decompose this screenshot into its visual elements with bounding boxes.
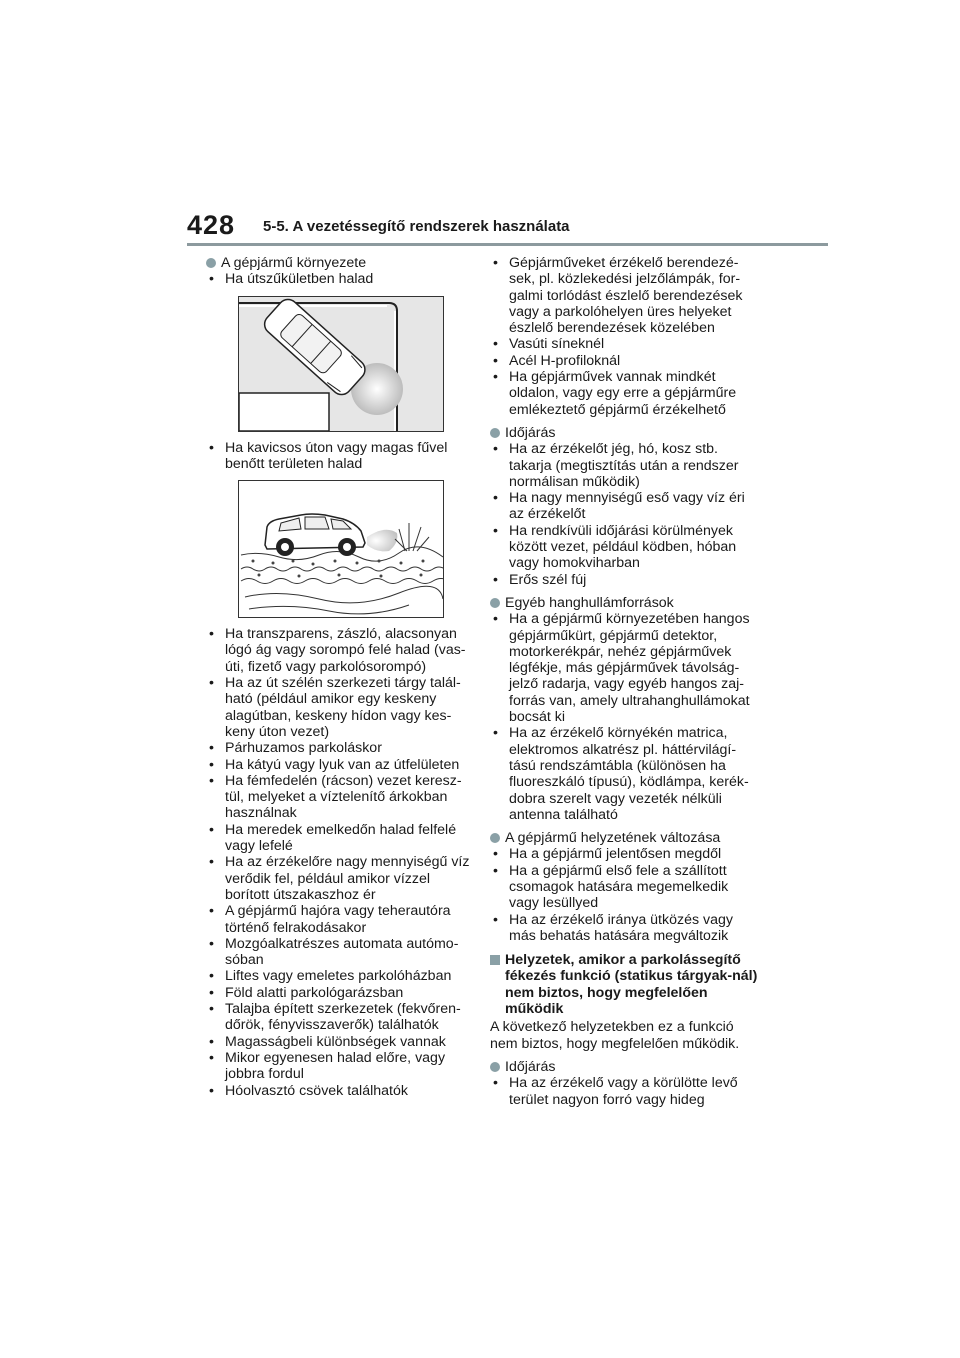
heading-vehicle-position: A gépjármű helyzetének változása (490, 830, 758, 846)
list-item: • Párhuzamos parkoláskor (206, 740, 474, 756)
heading-weather-2: Időjárás (490, 1059, 758, 1075)
list-item: • Ha az érzékelőre nagy mennyiségű víz verődik fel, például amikor vízzel borított útszakaszhoz ér (206, 854, 474, 903)
bullet-list (490, 441, 758, 588)
list-item: • Gépjárműveket érzékelő berendezé-sek, pl. közlekedési jelzőlámpák, for-galmi torlódást észlelő berendezések vagy a parkolóhelyen üres helyeket észlelő berendezések közelében (490, 255, 758, 336)
list-item: • Ha transzparens, zászló, alacsonyan lógó ág vagy sorompó felé halad (vas-úti, fizető vagy parkolósorompó) (206, 626, 474, 675)
list-item: • Ha a gépjármű első fele a szállított csomagok hatására megemelkedik vagy lesüllyed (490, 863, 758, 912)
list-item: • Ha kavicsos úton vagy magas fűvel benőtt területen halad (206, 440, 474, 473)
bullet-dot-icon (490, 428, 500, 438)
header-divider (187, 243, 828, 246)
list-item: • Mozgóalkatrészes automata autómo-sóban (206, 936, 474, 969)
bullet-list (490, 611, 758, 823)
list-item: • Mikor egyenesen halad előre, vagy jobbra fordul (206, 1050, 474, 1083)
bullet-list (206, 626, 474, 1099)
bullet-dot-icon (206, 258, 216, 268)
narrow-road-illustration (238, 296, 444, 432)
list-item: • Föld alatti parkológarázsban (206, 985, 474, 1001)
bullet-list (490, 1075, 758, 1108)
heading-environment: A gépjármű környezete (206, 255, 474, 271)
list-item: • Ha az érzékelő iránya ütközés vagy más behatás hatására megváltozik (490, 912, 758, 945)
list-item: • Ha útszűkületben halad (206, 271, 474, 287)
list-item: • Liftes vagy emeletes parkolóházban (206, 968, 474, 984)
heading-sound-sources: Egyéb hanghullámforrások (490, 595, 758, 611)
list-item: • Ha az érzékelő vagy a körülötte levő terület nagyon forró vagy hideg (490, 1075, 758, 1108)
bullet-list (206, 440, 474, 473)
page-number: 428 (187, 210, 236, 240)
list-item: • Ha a gépjármű környezetében hangos gépjárműkürt, gépjármű detektor, motorkerékpár, nehéz gépjárművek légfékje, más gépjárművek távolság-jelző radarja, vagy egyéb hangos zaj-forrás van, amely ultrahanghullámokat bocsát ki (490, 611, 758, 725)
subsection-heading: Helyzetek, amikor a parkolássegítő fékezés funkció (statikus tárgyak-nál) nem biztos, hogy megfelelően működik (490, 952, 758, 1017)
car-on-gravel-image (239, 481, 443, 617)
list-item: • Vasúti síneknél (490, 336, 758, 352)
list-item: • Ha a gépjármű jelentősen megdől (490, 846, 758, 862)
square-bullet-icon (490, 955, 500, 965)
bullet-list (206, 271, 474, 287)
list-item: • Ha kátyú vagy lyuk van az útfelületen (206, 757, 474, 773)
bullet-list (490, 255, 758, 418)
list-item: • Ha fémfedelén (rácson) vezet keresz-tül, melyeket a víztelenítő árkokban használnak (206, 773, 474, 822)
list-item: • Ha nagy mennyiségű eső vagy víz éri az érzékelőt (490, 490, 758, 523)
list-item: • A gépjármű hajóra vagy teherautóra történő felrakodásakor (206, 903, 474, 936)
list-item: • Ha az út szélén szerkezeti tárgy talál-ható (például amikor egy keskeny alagútban, keskeny hídon vagy kes-keny úton vezet) (206, 675, 474, 740)
bullet-dot-icon (490, 833, 500, 843)
right-column (490, 255, 758, 1108)
heading-weather: Időjárás (490, 425, 758, 441)
list-item: • Talajba épített szerkezetek (fekvőren-dőrök, fényvisszaverők) találhatók (206, 1001, 474, 1034)
list-item: • Erős szél fúj (490, 572, 758, 588)
left-column (206, 255, 474, 1099)
list-item: • Ha meredek emelkedőn halad felfelé vagy lefelé (206, 822, 474, 855)
bullet-dot-icon (490, 1062, 500, 1072)
list-item: • Magasságbeli különbségek vannak (206, 1034, 474, 1050)
list-item: • Ha az érzékelőt jég, hó, kosz stb. takarja (megtisztítás után a rendszer normálisan működik) (490, 441, 758, 490)
parking-corner-car-image (239, 297, 443, 431)
intro-paragraph: A következő helyzetekben ez a funkció nem biztos, hogy megfelelően működik. (490, 1019, 740, 1052)
list-item: • Ha rendkívüli időjárási körülmények között vezet, például ködben, hóban vagy homokviharban (490, 523, 758, 572)
list-item: • Ha az érzékelő környékén matrica, elektromos alkatrész pl. háttérvilágí-tású rendszámtábla (különösen ha fluoreszkáló típusú), ködlámpa, kerék-dobra szerelt vagy vezeték nélküli antenna található (490, 725, 758, 823)
list-item: • Acél H-profiloknál (490, 353, 758, 369)
list-item: • Ha gépjárművek vannak mindkét oldalon, vagy egy erre a gépjárműre emlékeztető gépjármű érzékelhető (490, 369, 758, 418)
section-title: 5-5. A vezetéssegítő rendszerek használata (263, 218, 570, 235)
list-item: • Hóolvasztó csövek találhatók (206, 1083, 474, 1099)
bullet-list (490, 846, 758, 944)
bullet-dot-icon (490, 598, 500, 608)
gravel-road-illustration (238, 480, 444, 618)
